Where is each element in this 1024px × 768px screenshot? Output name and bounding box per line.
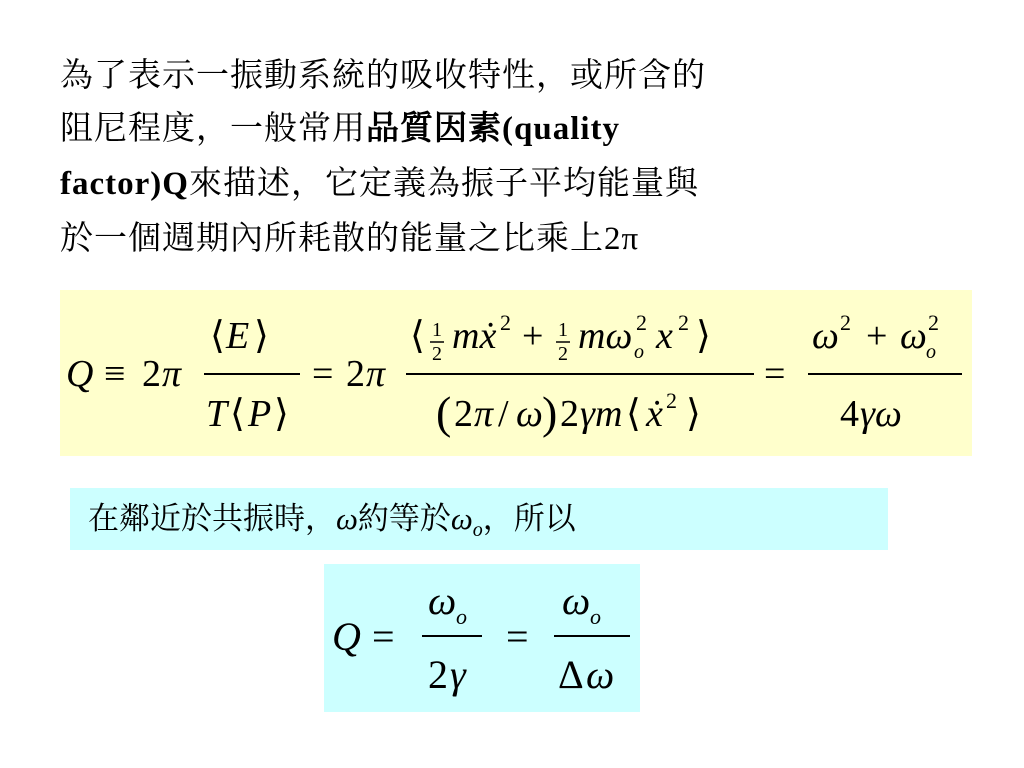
svg-text:+: + [866,315,888,357]
svg-text:Q: Q [332,614,361,659]
svg-text:2: 2 [928,310,939,335]
intro-line-1: 為了表示一振動系統的吸收特性，或所含的 [60,55,706,94]
intro-line-3: factor)Q來描述，它定義為振子平均能量與 [60,163,699,202]
svg-text:ω: ω [586,652,615,697]
svg-text:2: 2 [142,353,161,395]
svg-text:): ) [542,387,558,438]
svg-text:o: o [926,341,936,363]
svg-text:o: o [456,604,467,629]
svg-text:2: 2 [678,310,689,335]
svg-text:ω: ω [900,315,927,357]
q-definition-equation [60,290,972,456]
svg-text:⟨: ⟨ [230,393,245,435]
svg-text:Δ: Δ [558,652,584,697]
svg-text:π: π [366,353,386,395]
svg-text:P: P [248,393,272,435]
intro-paragraph [60,48,940,266]
svg-text:+: + [522,315,544,357]
svg-text:=: = [312,353,334,395]
svg-text:x: x [656,315,673,357]
svg-text:π: π [474,393,494,435]
svg-text:T: T [206,393,228,435]
svg-text:2: 2 [558,343,568,365]
svg-text:1: 1 [432,319,442,341]
svg-text:4: 4 [840,393,859,435]
svg-text:2: 2 [666,388,677,413]
svg-text:⟩: ⟩ [274,393,289,435]
svg-text:2: 2 [428,652,448,697]
svg-text:2: 2 [500,310,511,335]
svg-text:Q: Q [66,353,94,395]
svg-text:π: π [162,353,182,395]
svg-text:=: = [506,614,529,659]
svg-text:1: 1 [558,319,568,341]
svg-text:⟩: ⟩ [254,315,269,357]
svg-text:⟨: ⟨ [626,393,641,435]
svg-text:2: 2 [560,393,579,435]
intro-line-2: 阻尼程度，一般常用品質因素(quality [60,108,621,147]
svg-text:⟩: ⟩ [696,315,711,357]
svg-text:2: 2 [432,343,442,365]
svg-text:=: = [372,614,395,659]
svg-text:⟨: ⟨ [410,315,425,357]
svg-text:γm: γm [580,393,623,435]
svg-text:/: / [498,393,509,435]
svg-text:mẋ: mẋ [452,315,497,357]
q-approximation-formula [324,564,640,712]
svg-text:⟨: ⟨ [210,315,225,357]
q-definition-formula [60,290,972,456]
svg-text:⟩: ⟩ [686,393,701,435]
svg-text:ω: ω [516,393,543,435]
svg-text:o: o [590,604,601,629]
svg-text:o: o [634,341,644,363]
svg-text:≡: ≡ [104,353,126,395]
svg-text:γω: γω [860,393,902,435]
svg-text:2: 2 [346,353,365,395]
svg-text:γ: γ [450,652,466,697]
q-approximation-equation [324,564,640,712]
svg-text:E: E [226,315,250,357]
quality-factor-term: 品質因素 [366,108,502,147]
svg-text:ω: ω [428,578,457,623]
svg-text:ẋ: ẋ [646,393,663,435]
intro-line-4: 於一個週期內所耗散的能量之比乘上2π [60,218,640,257]
svg-text:2: 2 [454,393,473,435]
svg-text:ω: ω [812,315,839,357]
svg-text:ω: ω [562,578,591,623]
svg-text:mω: mω [578,315,633,357]
svg-text:(: ( [436,387,452,438]
svg-text:=: = [764,353,786,395]
near-resonance-note: 在鄰近於共振時，ω約等於$\omega_o$，所以 [70,488,888,550]
svg-text:2: 2 [840,310,851,335]
svg-text:2: 2 [636,310,647,335]
